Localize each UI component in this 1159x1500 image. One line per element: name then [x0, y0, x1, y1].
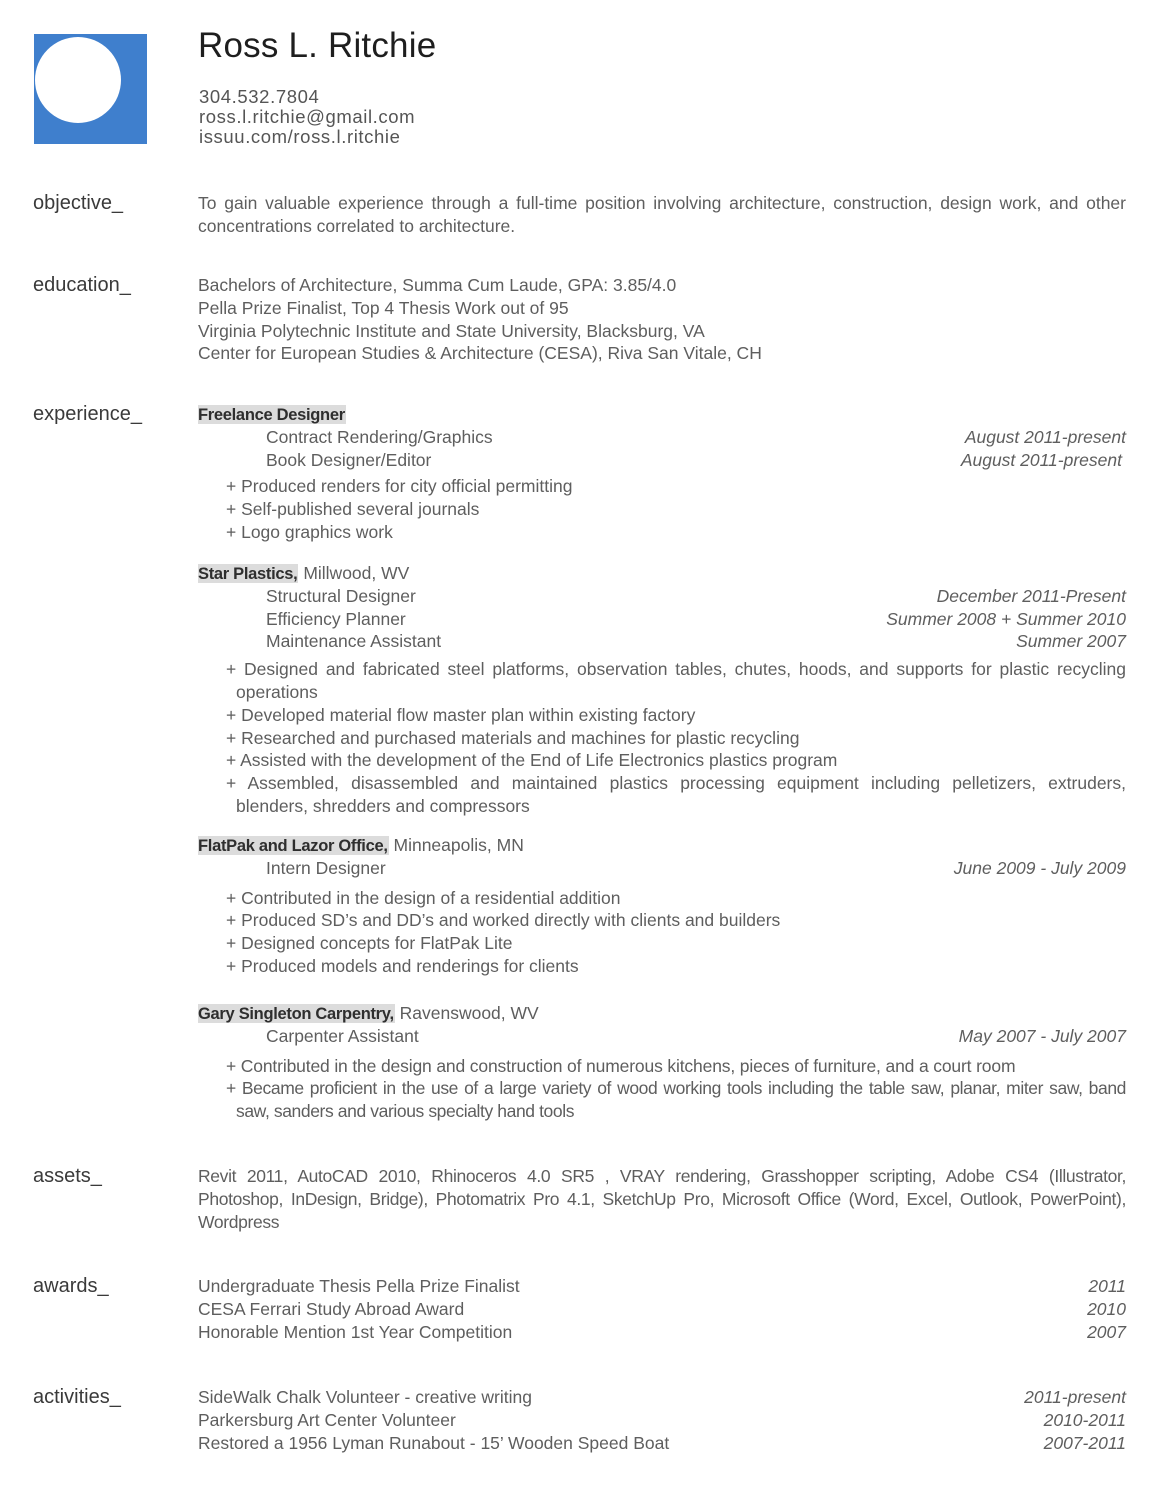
activities-label: activities_ — [33, 1386, 121, 1408]
award-item: Undergraduate Thesis Pella Prize Finalist 2011 — [198, 1276, 1126, 1296]
company-location: Minneapolis, MN — [388, 835, 524, 855]
education-list — [198, 274, 1126, 365]
award-item: Honorable Mention 1st Year Competition 2007 — [198, 1321, 1126, 1342]
bullet: + Produced models and renderings for clients — [226, 955, 579, 976]
education-item: Virginia Polytechnic Institute and State University, Blacksburg, VA — [198, 320, 705, 341]
role-row: Structural Designer December 2011-Present — [266, 585, 1126, 606]
activity-item: Restored a 1956 Lyman Runabout - 15’ Wooden Speed Boat 2007-2011 — [198, 1432, 1126, 1453]
job-gary-singleton — [198, 1002, 1126, 1123]
company-name: Star Plastics, — [198, 565, 298, 583]
company-location: Millwood, WV — [298, 563, 410, 583]
company-location: Ravenswood, WV — [394, 1003, 539, 1023]
objective-label: objective_ — [33, 192, 124, 214]
activity-item: Parkersburg Art Center Volunteer 2010-2011 — [198, 1409, 1126, 1430]
role-row: Contract Rendering/Graphics August 2011-present — [266, 426, 1126, 447]
role-row: Efficiency Planner Summer 2008 + Summer 2010 — [266, 608, 1126, 629]
role-row: Maintenance Assistant Summer 2007 — [266, 631, 1126, 652]
company-name: Freelance Designer — [198, 406, 345, 424]
company-name: FlatPak and Lazor Office, — [198, 837, 388, 855]
role-row: Intern Designer June 2009 - July 2009 — [266, 857, 1126, 878]
job-flatpak — [198, 834, 1126, 978]
assets-text: Revit 2011, AutoCAD 2010, Rhinoceros 4.0 SR5 , VRAY rendering, Grasshopper scripting, Adobe CS4 (Illustrator, Photoshop, InDesign, Bridge), Photomatrix Pro 4.1, SketchUp Pro, Microsoft Office (Word, Excel, Outlook, PowerPoint), Wordpress — [198, 1166, 1126, 1232]
awards-list — [198, 1275, 1126, 1343]
education-item: Center for European Studies & Architecture (CESA), Riva San Vitale, CH — [198, 343, 762, 364]
bullet: + Designed and fabricated steel platforms, observation tables, chutes, hoods, and supports for plastic recycling operations — [226, 659, 1126, 702]
assets-label: assets_ — [33, 1165, 102, 1187]
bullet: + Assembled, disassembled and maintained plastics processing equipment including pelletizers, extruders, blenders, shredders and compressors — [226, 773, 1126, 816]
company-name: Gary Singleton Carpentry, — [198, 1005, 394, 1023]
contact-info — [199, 87, 415, 147]
bullet: + Became proficient in the use of a large variety of wood working tools including the table saw, planar, miter saw, band saw, sanders and various specialty hand tools — [226, 1078, 1126, 1122]
objective-text: To gain valuable experience through a full-time position involving architecture, construction, design work, and other concentrations correlated to architecture. — [198, 193, 1126, 236]
education-item: Bachelors of Architecture, Summa Cum Laude, GPA: 3.85/4.0 — [198, 275, 677, 295]
bullet: + Contributed in the design and construction of numerous kitchens, pieces of furniture, and a court room — [226, 1055, 1016, 1076]
portfolio-link[interactable]: issuu.com/ross.l.ritchie — [199, 126, 401, 147]
bullet: + Logo graphics work — [226, 521, 393, 542]
awards-label: awards_ — [33, 1275, 109, 1297]
bullet: + Assisted with the development of the End of Life Electronics plastics program — [226, 750, 838, 771]
bullet: + Contributed in the design of a residential addition — [226, 887, 621, 908]
bullet: + Produced SD’s and DD’s and worked directly with clients and builders — [226, 910, 781, 931]
job-star-plastics — [198, 562, 1126, 818]
logo-circle — [35, 37, 121, 123]
logo — [34, 34, 147, 144]
applicant-name: Ross L. Ritchie — [198, 26, 437, 65]
role-row: Book Designer/Editor August 2011-present — [266, 449, 1122, 470]
bullet: + Self-published several journals — [226, 499, 480, 520]
role-row: Carpenter Assistant May 2007 - July 2007 — [266, 1025, 1126, 1046]
activity-item: SideWalk Chalk Volunteer - creative writing 2011-present — [198, 1387, 1126, 1407]
activities-list — [198, 1386, 1126, 1454]
award-item: CESA Ferrari Study Abroad Award 2010 — [198, 1298, 1126, 1319]
email[interactable]: ross.l.ritchie@gmail.com — [199, 106, 416, 127]
education-item: Pella Prize Finalist, Top 4 Thesis Work out of 95 — [198, 297, 569, 318]
phone: 304.532.7804 — [199, 86, 320, 107]
education-label: education_ — [33, 274, 131, 296]
bullet: + Developed material flow master plan within existing factory — [226, 704, 696, 725]
experience-label: experience_ — [33, 403, 142, 425]
bullet: + Designed concepts for FlatPak Lite — [226, 933, 513, 954]
bullet: + Produced renders for city official permitting — [226, 476, 573, 497]
bullet: + Researched and purchased materials and machines for plastic recycling — [226, 727, 800, 748]
job-freelance — [198, 403, 1126, 544]
